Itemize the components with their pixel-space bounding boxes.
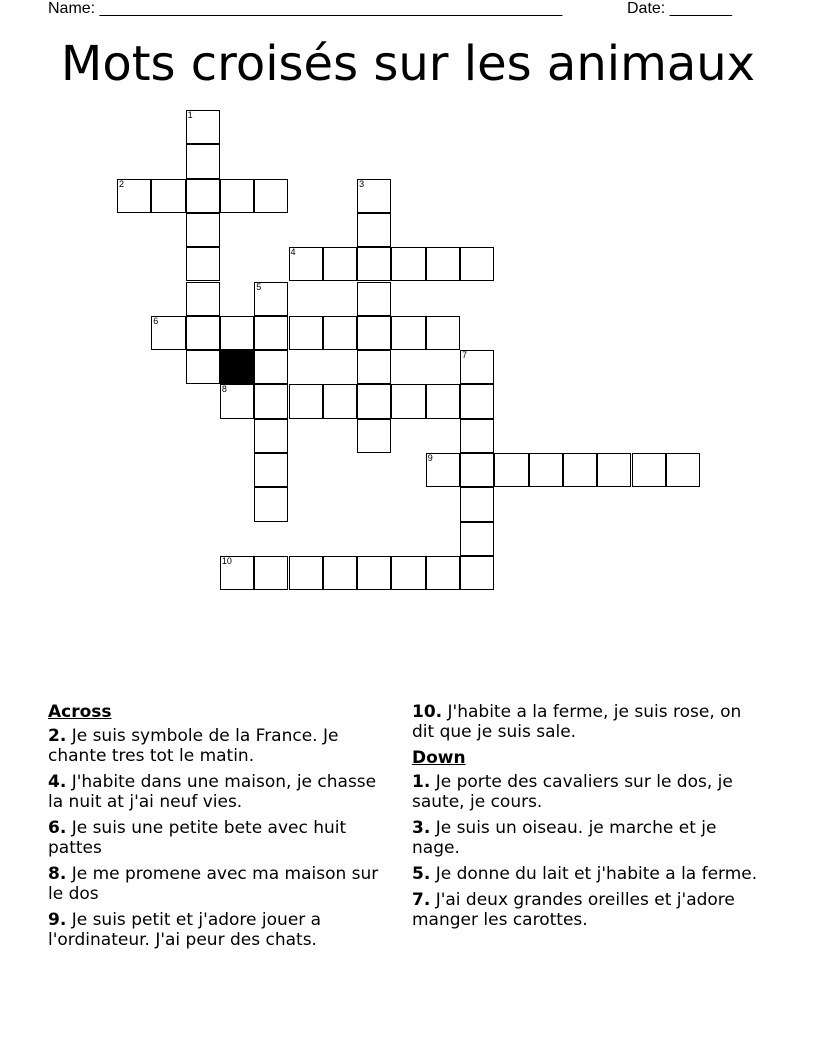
clue-text: Je me promene avec ma maison sur le dos (48, 864, 379, 904)
grid-cell[interactable] (357, 556, 391, 590)
clues-left-column (48, 702, 393, 956)
grid-cell[interactable] (426, 556, 460, 590)
grid-cell[interactable] (391, 247, 425, 281)
clue-number: 8. (48, 864, 67, 884)
across-heading: Across (48, 702, 112, 722)
grid-cell[interactable] (220, 179, 254, 213)
clue-down-7 (412, 890, 767, 930)
grid-cell[interactable] (357, 419, 391, 453)
grid-cell[interactable] (391, 384, 425, 418)
clue-across-10 (412, 702, 767, 742)
grid-cell[interactable] (186, 144, 220, 178)
grid-cell[interactable] (220, 556, 254, 590)
grid-cell[interactable] (289, 247, 323, 281)
grid-cell[interactable] (460, 419, 494, 453)
grid-cell[interactable] (460, 247, 494, 281)
cell-number: 6 (153, 315, 159, 326)
cell-number: 2 (119, 178, 125, 189)
clue-down-1 (412, 772, 767, 812)
grid-cell[interactable] (117, 179, 151, 213)
clue-text: Je suis une petite bete avec huit pattes (48, 818, 347, 858)
grid-cell[interactable] (323, 316, 357, 350)
grid-cell[interactable] (220, 316, 254, 350)
grid-cell[interactable] (632, 453, 666, 487)
grid-cell[interactable] (460, 522, 494, 556)
grid-cell[interactable] (323, 556, 357, 590)
grid-cell[interactable] (186, 213, 220, 247)
grid-cell[interactable] (186, 282, 220, 316)
cell-number: 1 (187, 110, 193, 120)
clue-number: 1. (412, 772, 431, 792)
clue-text: J'ai deux grandes oreilles et j'adore manger les carottes. (412, 890, 735, 930)
clue-across-6 (48, 818, 393, 858)
grid-cell[interactable] (460, 487, 494, 521)
clue-number: 3. (412, 818, 431, 838)
grid-cell[interactable] (357, 384, 391, 418)
grid-cell[interactable] (391, 556, 425, 590)
clue-number: 7. (412, 890, 431, 910)
page-title: Mots croisés sur les animaux (60, 36, 756, 92)
grid-cell[interactable] (391, 316, 425, 350)
clue-across-9 (48, 910, 393, 950)
grid-cell[interactable] (186, 247, 220, 281)
grid-cell[interactable] (254, 487, 288, 521)
clue-number: 2. (48, 726, 67, 746)
grid-cell[interactable] (357, 282, 391, 316)
grid-cell[interactable] (460, 384, 494, 418)
cell-number: 3 (359, 178, 365, 189)
clue-text: J'habite a la ferme, je suis rose, on dit que je suis sale. (412, 702, 742, 742)
grid-cell[interactable] (323, 247, 357, 281)
clue-text: Je donne du lait et j'habite a la ferme. (435, 864, 758, 884)
grid-cell[interactable] (254, 350, 288, 384)
clue-number: 4. (48, 772, 67, 792)
grid-cell[interactable] (563, 453, 597, 487)
grid-cell[interactable] (289, 316, 323, 350)
cell-number: 10 (221, 555, 232, 566)
grid-cell[interactable] (254, 453, 288, 487)
grid-cell[interactable] (357, 213, 391, 247)
cell-number: 5 (256, 281, 262, 292)
grid-cell[interactable] (426, 247, 460, 281)
grid-cell[interactable] (357, 247, 391, 281)
grid-cell[interactable] (597, 453, 631, 487)
clue-number: 10. (412, 702, 443, 722)
grid-cell[interactable] (151, 316, 185, 350)
grid-cell[interactable] (426, 453, 460, 487)
name-field-label: Name: ____________________________________________________ (48, 0, 563, 17)
grid-cell[interactable] (357, 316, 391, 350)
grid-cell[interactable] (186, 350, 220, 384)
clue-number: 6. (48, 818, 67, 838)
grid-cell[interactable] (666, 453, 700, 487)
cell-number: 9 (427, 453, 433, 463)
cell-number: 4 (290, 247, 296, 258)
down-heading: Down (412, 748, 466, 768)
clue-text: Je suis petit et j'adore jouer a l'ordinateur. J'ai peur des chats. (48, 910, 322, 950)
grid-cell[interactable] (426, 384, 460, 418)
grid-cell[interactable] (323, 384, 357, 418)
grid-cell[interactable] (186, 179, 220, 213)
grid-cell[interactable] (254, 316, 288, 350)
grid-cell[interactable] (151, 179, 185, 213)
grid-cell[interactable] (254, 179, 288, 213)
grid-cell[interactable] (289, 556, 323, 590)
grid-cell[interactable] (254, 556, 288, 590)
cell-number: 8 (221, 384, 227, 395)
clue-text: Je porte des cavaliers sur le dos, je saute, je cours. (412, 772, 733, 812)
grid-cell[interactable] (186, 316, 220, 350)
clue-across-2 (48, 726, 393, 766)
grid-cell[interactable] (357, 350, 391, 384)
date-field-label: Date: _______ (627, 0, 732, 17)
grid-cell[interactable] (186, 110, 220, 144)
grid-cell[interactable] (357, 179, 391, 213)
clue-across-8 (48, 864, 393, 904)
grid-cell[interactable] (254, 384, 288, 418)
black-square (220, 350, 254, 384)
grid-cell[interactable] (529, 453, 563, 487)
cell-number: 7 (462, 350, 468, 361)
grid-cell[interactable] (289, 384, 323, 418)
clue-number: 9. (48, 910, 67, 930)
grid-cell[interactable] (254, 282, 288, 316)
clues-right-column (412, 702, 767, 936)
clue-down-5 (412, 864, 767, 884)
clue-number: 5. (412, 864, 431, 884)
grid-cell[interactable] (460, 350, 494, 384)
clue-across-4 (48, 772, 393, 812)
clue-text: Je suis symbole de la France. Je chante tres tot le matin. (48, 726, 339, 766)
clue-text: J'habite dans une maison, je chasse la nuit at j'ai neuf vies. (48, 772, 377, 812)
grid-cell[interactable] (254, 419, 288, 453)
grid-cell[interactable] (220, 384, 254, 418)
grid-cell[interactable] (494, 453, 528, 487)
clue-down-3 (412, 818, 767, 858)
clue-text: Je suis un oiseau. je marche et je nage. (412, 818, 717, 858)
grid-cell[interactable] (460, 556, 494, 590)
grid-cell[interactable] (426, 316, 460, 350)
grid-cell[interactable] (460, 453, 494, 487)
